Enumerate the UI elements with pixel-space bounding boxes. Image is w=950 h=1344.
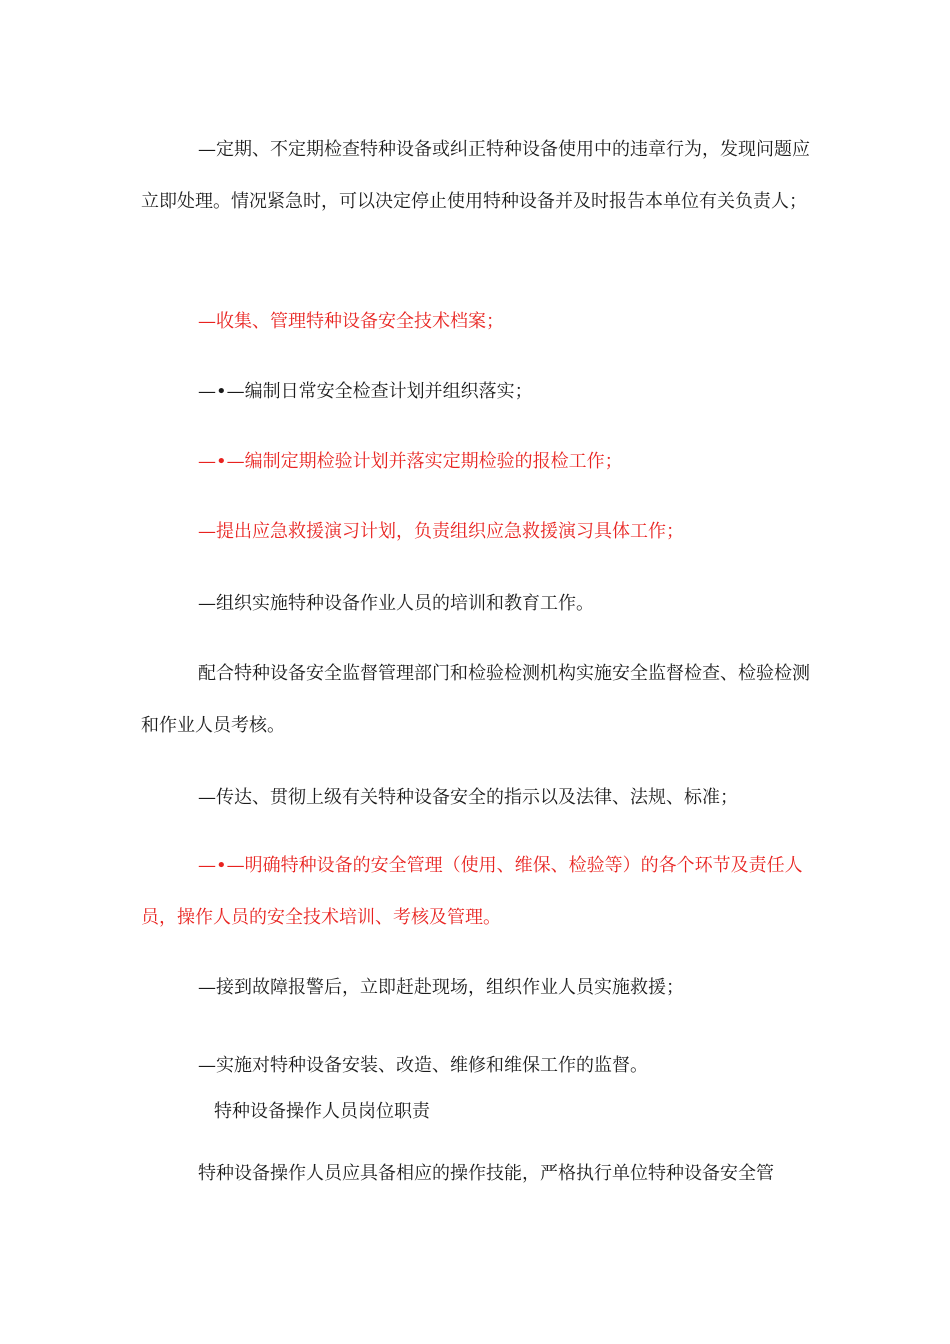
paragraph-fault-response: —接到故障报警后，立即赶赴现场，组织作业人员实施救援；	[198, 977, 684, 998]
paragraph-periodic-inspection-plan: —•—编制定期检验计划并落实定期检验的报检工作；	[198, 451, 623, 472]
paragraph-convey-instructions: —传达、贯彻上级有关特种设备安全的指示以及法律、法规、标准；	[198, 787, 738, 808]
paragraph-archive-management: —收集、管理特种设备安全技术档案；	[198, 311, 504, 332]
paragraph-emergency-drill: —提出应急救援演习计划，负责组织应急救援演习具体工作；	[198, 521, 684, 542]
paragraph-daily-inspection-plan: —•—编制日常安全检查计划并组织落实；	[198, 381, 533, 402]
paragraph-cooperate-supervision: 配合特种设备安全监督管理部门和检验检测机构实施安全监督检查、检验检测和作业人员考核。	[141, 663, 810, 736]
paragraph-operator-requirements: 特种设备操作人员应具备相应的操作技能，严格执行单位特种设备安全管	[198, 1163, 774, 1184]
paragraph-responsibility-definition: —•—明确特种设备的安全管理（使用、维保、检验等）的各个环节及责任人员，操作人员的安全技术培训、考核及管理。	[141, 855, 803, 928]
paragraph-installation-supervision: —实施对特种设备安装、改造、维修和维保工作的监督。	[198, 1055, 648, 1076]
paragraph-operator-training: —组织实施特种设备作业人员的培训和教育工作。	[198, 593, 594, 614]
paragraph-regular-inspection: —定期、不定期检查特种设备或纠正特种设备使用中的违章行为，发现问题应立即处理。情况紧急时，可以决定停止使用特种设备并及时报告本单位有关负责人；	[141, 139, 810, 212]
section-heading: 特种设备操作人员岗位职责	[214, 1101, 430, 1122]
